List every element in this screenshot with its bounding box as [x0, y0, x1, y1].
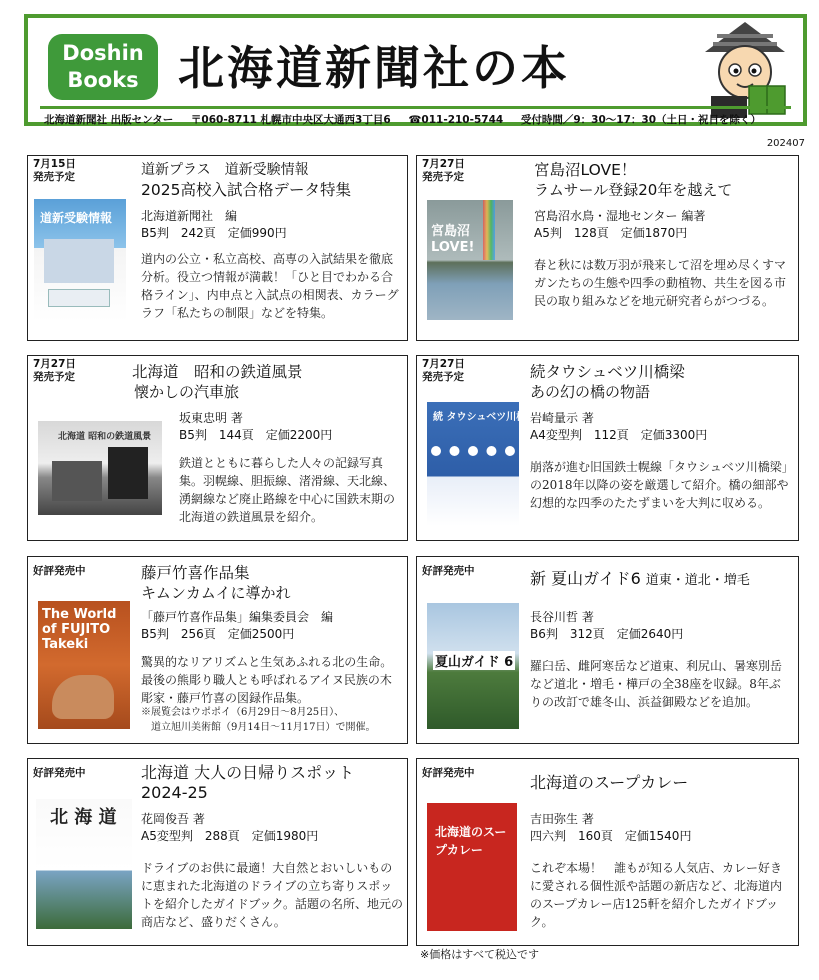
company-name: 北海道新聞社 出版センター — [44, 114, 174, 126]
exhibition-note: ※展覧会はウポポイ（6月29日～8月25日）、 道立旭川美術館（9月14日～11月17日）で開催。 — [141, 707, 376, 733]
price-note: ※価格はすべて税込です — [420, 948, 539, 961]
contact-info — [44, 112, 775, 127]
book-description: 羅臼岳、雌阿寒岳など道東、利尻山、暑寒別岳など道北・増毛・樺戸の全38座を収録。8年ぶりの改訂で雄冬山、浜益御殿などを追加。 — [530, 659, 783, 709]
book-info — [141, 609, 333, 643]
cover-title: 続 タウシュベツ川橋梁 — [433, 412, 537, 423]
book-title: 北海道のスープカレー — [530, 773, 689, 792]
logo-line2: Books — [67, 68, 139, 92]
release-status: 7月15日 発売予定 — [33, 158, 76, 183]
book-description: 鉄道とともに暮らした人々の記録写真集。羽幌線、胆振線、渚滑線、天北線、湧網線など廃止路線を中心に国鉄末期の北海道の鉄道風景を紹介。 — [179, 456, 396, 524]
book-info — [530, 410, 707, 444]
book-author: 長谷川哲 著 — [530, 610, 594, 624]
cover-title: 北 海 道 — [50, 807, 117, 828]
book-info — [530, 811, 691, 845]
book-cover[interactable] — [36, 799, 132, 929]
book-specs: A5変型判 288頁 定価1980円 — [141, 829, 319, 843]
book-title: 藤戸竹喜作品集 キムンカムイに導かれ — [141, 564, 291, 602]
book-description: 道内の公立・私立高校、高専の入試結果を徹底分析。役立つ情報が満載！「ひと目でわかる合格ライン」、内申点と入試点の相関表、カラーグラフ「私たちの制限」などを特集。 — [141, 252, 399, 320]
book-info — [530, 609, 683, 643]
issue-number: 202407 — [766, 138, 805, 149]
book-author: 北海道新聞社 編 — [141, 209, 238, 223]
release-status: 7月27日 発売予定 — [33, 358, 76, 383]
book-cover[interactable] — [427, 402, 537, 526]
book-info — [141, 811, 318, 845]
book-specs: A5判 128頁 定価1870円 — [534, 226, 688, 240]
logo-line1: Doshin — [62, 41, 144, 65]
book-description: ドライブのお供に最適！大自然とおいしいものに恵まれた北海道のドライブの立ち寄りスポットを紹介したガイドブック。話題の名所、地元の商店など、盛りだくさん。 — [141, 861, 403, 929]
book-title: 続タウシュベツ川橋梁 あの幻の橋の物語 — [530, 363, 685, 401]
business-hours: 受付時間／9：30～17：30（土日・祝日を除く） — [520, 114, 761, 126]
book-title: 北海道 大人の日帰りスポット 2024-25 — [141, 763, 355, 802]
book-author: 宮島沼水鳥・湿地センター 編著 — [534, 209, 706, 223]
release-status: 好評発売中 — [33, 565, 86, 577]
cover-title: 夏山ガイド 6 — [433, 651, 515, 670]
book-specs: B5判 242頁 定価990円 — [141, 226, 287, 240]
book-card[interactable] — [416, 355, 799, 541]
book-info — [179, 410, 332, 444]
book-specs: B6判 312頁 定価2640円 — [530, 627, 684, 641]
release-status: 好評発売中 — [422, 565, 475, 577]
cover-title: 北海道のスープカレー — [435, 825, 507, 857]
page-title: 北海道新聞社の本 — [178, 41, 570, 95]
book-title: 道新プラス 道新受験情報 2025高校入試合格データ特集 — [141, 162, 351, 199]
address: 〒060-8711 札幌市中央区大通西3丁目6 — [190, 114, 391, 126]
book-card[interactable] — [27, 355, 408, 541]
mascot-reading-icon — [697, 20, 793, 120]
book-cover[interactable] — [427, 603, 519, 729]
book-title: 北海道 昭和の鉄道風景 懐かしの汽車旅 — [132, 363, 303, 401]
book-author: 吉田弥生 著 — [530, 812, 594, 826]
book-description: 驚異的なリアリズムと生気あふれる北の生命。最後の熊彫り職人とも呼ばれるアイヌ民族の木彫家・藤戸竹喜の図録作品集。 — [141, 655, 393, 705]
book-description: 春と秋には数万羽が飛来して沼を埋め尽くすマガンたちの生態や四季の動植物、共生を図る市民の取り組みなどを地元研究者らがつづる。 — [534, 258, 787, 308]
book-specs: B5判 144頁 定価2200円 — [179, 428, 333, 442]
book-specs: B5判 256頁 定価2500円 — [141, 627, 295, 641]
phone[interactable]: ☎011-210-5744 — [408, 114, 504, 126]
cover-title: The World of FUJITO Takeki — [42, 607, 117, 652]
book-card[interactable] — [416, 758, 799, 946]
book-info — [141, 208, 287, 242]
book-cover[interactable] — [38, 601, 130, 729]
book-card[interactable] — [416, 556, 799, 744]
book-specs: 四六判 160頁 定価1540円 — [530, 829, 692, 843]
cover-title: 宮島沼 LOVE! — [431, 224, 475, 255]
book-card[interactable] — [27, 758, 408, 946]
book-cover[interactable] — [34, 199, 126, 321]
book-card[interactable] — [27, 155, 408, 341]
book-description: 崩落が進む旧国鉄士幌線「タウシュベツ川橋梁」の2018年以降の姿を厳選して紹介。橋の細部や幻想的な四季のたたずまいを大判に収める。 — [530, 460, 789, 510]
book-title: 新 夏山ガイド6 道東・道北・増毛 — [530, 569, 750, 588]
book-description: これぞ本場！ 誰もが知る人気店、カレー好きに愛される個性派や話題の新店など、北海道内のスープカレー店125軒を紹介したガイドブック。 — [530, 861, 783, 929]
book-card[interactable] — [416, 155, 799, 341]
release-status: 好評発売中 — [33, 767, 86, 779]
header-rule — [40, 106, 791, 109]
book-specs: A4変型判 112頁 定価3300円 — [530, 428, 708, 442]
book-info — [534, 208, 705, 242]
page-header — [24, 14, 807, 126]
cover-title: 北海道 昭和の鉄道風景 — [58, 432, 152, 442]
release-status: 7月27日 発売予定 — [422, 158, 465, 183]
release-status: 7月27日 発売予定 — [422, 358, 465, 383]
book-author: 「藤戸竹喜作品集」編集委員会 編 — [141, 610, 334, 624]
cover-title: 道新受験情報 — [40, 211, 113, 225]
book-author: 岩崎量示 著 — [530, 411, 594, 425]
release-status: 好評発売中 — [422, 767, 475, 779]
book-card[interactable] — [27, 556, 408, 744]
book-author: 花岡俊吾 著 — [141, 812, 205, 826]
book-cover[interactable] — [427, 200, 513, 320]
book-cover[interactable] — [427, 803, 517, 931]
doshin-books-logo[interactable] — [48, 34, 158, 100]
book-title: 宮島沼LOVE！ ラムサール登録20年を越えて — [534, 161, 733, 199]
book-cover[interactable] — [38, 421, 162, 515]
book-author: 坂東忠明 著 — [179, 411, 243, 425]
